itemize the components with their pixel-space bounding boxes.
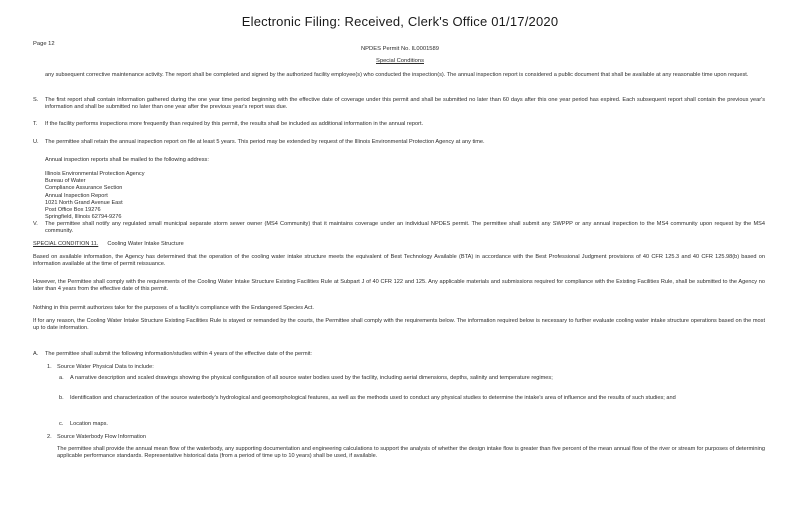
filing-stamp: Electronic Filing: Received, Clerk's Office 01/17/2020 bbox=[241, 14, 559, 29]
address-line: Compliance Assurance Section bbox=[45, 185, 123, 192]
item-number: V. bbox=[33, 221, 38, 227]
sub-item-number: 2. bbox=[47, 434, 52, 440]
section-title: Special Conditions bbox=[375, 58, 424, 64]
condition-paragraph: If for any reason, the Cooling Water Intake Structure Existing Facilities Rule is stayed or remanded by the courts, the Permittee shall comply with the requirements below. The information required below is necessary to further evaluate cooling water intake structure operations based on the most up to date information. bbox=[33, 318, 765, 332]
item-text: The first report shall contain information gathered during the one year time period beginning with the effective date of coverage under this permit and shall be submitted no later than 60 days after this one year period has expired. Each subsequent report shall contain the previous year's information and shall be submitted no later than one year after the previous year's report was due. bbox=[45, 97, 765, 111]
flow-information-paragraph: The permittee shall provide the annual mean flow of the waterbody, any supporting documentation and engineering calculations to support the analysis of whether the design intake flow is greater than five percent of the mean annual flow of the river or stream for purposes of determining applicable performance standards. Representative historical data (from a period of time up to 10 years) shall be used, if available. bbox=[57, 446, 765, 460]
sub-item-text: Identification and characterization of the source waterbody's hydrological and geomorphological features, as well as the methods used to conduct any physical studies to determine the intake's area of influence and the results of such studies; and bbox=[70, 395, 676, 401]
sub-item-text: Source Waterbody Flow Information bbox=[57, 434, 147, 440]
item-number: T. bbox=[33, 121, 38, 127]
address-line: Illinois Environmental Protection Agency bbox=[45, 171, 145, 177]
item-number: U. bbox=[33, 139, 39, 145]
condition-paragraph: Nothing in this permit authorizes take for the purposes of a facility's compliance with the Endangered Species Act. bbox=[33, 305, 314, 311]
condition-title: Cooling Water Intake Structure bbox=[107, 241, 184, 247]
sub-item-number: 1. bbox=[47, 364, 52, 370]
sub-item-text: A narrative description and scaled drawings showing the physical configuration of all source water bodies used by the facility, including aerial dimensions, depths, salinity and temperature regimes; bbox=[70, 375, 553, 381]
address-line: Springfield, Illinois 62794-9276 bbox=[45, 214, 122, 221]
item-text: If the facility performs inspections more frequently than required by this permit, the results shall be included as additional information in the annual report. bbox=[45, 121, 424, 127]
address-intro: Annual inspection reports shall be mailed to the following address: bbox=[45, 157, 209, 163]
address-line: Annual Inspection Report bbox=[45, 192, 108, 199]
sub-item-text: Location maps. bbox=[70, 421, 108, 427]
address-line: 1021 North Grand Avenue East bbox=[45, 199, 123, 206]
condition-paragraph: Based on available information, the Agency has determined that the operation of the cooling water intake structure meets the equivalent of Best Technology Available (BTA) in accordance with the Best Professional Judgment provisions of 40 CFR 125.3 and 40 CFR 125.98(b) based on information available at the time of permit reissuance. bbox=[33, 254, 765, 268]
page-number: Page 12 bbox=[33, 41, 55, 47]
item-text: The permittee shall notify any regulated small municipal separate storm sewer owner (MS4 Community) that it maintains coverage under an individual NPDES permit. The permittee shall submit any SWPPP or any annual inspection to the MS4 community upon request by the MS4 community. bbox=[45, 221, 765, 235]
item-number: S. bbox=[33, 97, 39, 103]
permit-number: NPDES Permit No. IL0001589 bbox=[361, 46, 439, 52]
mailing-address bbox=[45, 171, 345, 221]
item-text: The permittee shall submit the following information/studies within 4 years of the effective date of the permit: bbox=[45, 351, 312, 357]
intro-paragraph: any subsequent corrective maintenance activity. The report shall be completed and signed by the authorized facility employee(s) who conducted the inspection(s). The annual inspection report is considered a public document that shall be available at any reasonable time upon request. bbox=[45, 72, 749, 78]
item-text: The permittee shall retain the annual inspection report on file at least 5 years. This period may be extended by request of the Illinois Environmental Protection Agency at any time. bbox=[45, 139, 485, 145]
item-number: A. bbox=[33, 351, 39, 357]
address-line: Post Office Box 19276 bbox=[45, 206, 101, 213]
address-line: Bureau of Water bbox=[45, 178, 86, 185]
condition-number: SPECIAL CONDITION 11. bbox=[33, 241, 99, 247]
condition-paragraph: However, the Permittee shall comply with the requirements of the Cooling Water Intake Structure Existing Facilities Rule at Subpart J of 40 CFR 122 and 125. Any applicable materials and submissions required for compliance with the Existing Facilities Rule, shall be submitted to the Agency no later than 4 years from the effective date of this permit. bbox=[33, 279, 765, 293]
special-condition-heading bbox=[33, 241, 184, 248]
sub-item-number: c. bbox=[59, 421, 64, 427]
sub-item-number: a. bbox=[59, 375, 64, 381]
sub-item-number: b. bbox=[59, 395, 64, 401]
sub-item-text: Source Water Physical Data to include: bbox=[57, 364, 154, 370]
